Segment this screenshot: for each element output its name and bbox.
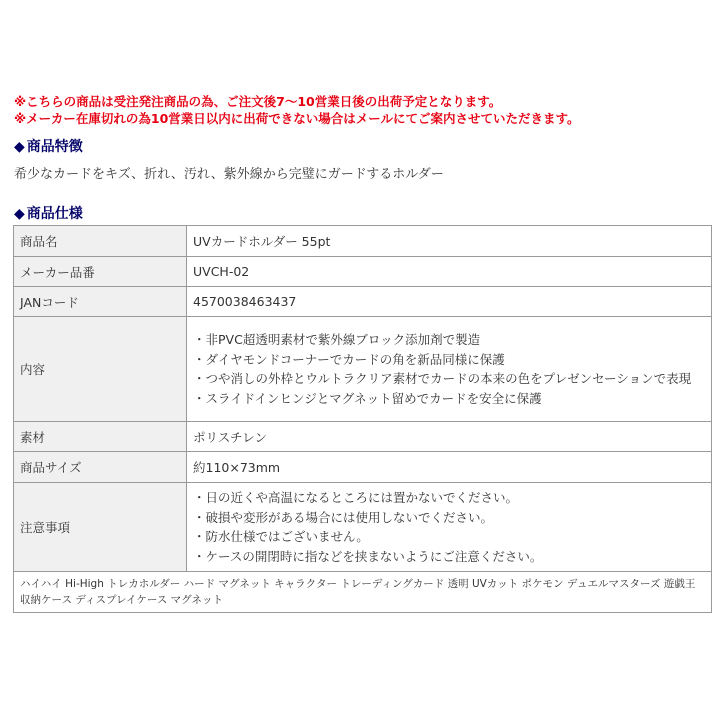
spec-label: 商品名 (14, 226, 187, 257)
order-notice: ※こちらの商品は受注発注商品の為、ご注文後7～10営業日後の出荷予定となります。 (14, 94, 502, 109)
table-row (14, 226, 712, 257)
keywords-cell: ハイハイ Hi-High トレカホルダー ハード マグネット キャラクター トレーディングカード 透明 UVカット ポケモン デュエルマスターズ 遊戯王 収納ケース ディスプレイケース マグネット (14, 572, 712, 613)
spec-value: ポリスチレン (187, 422, 712, 452)
spec-label: 注意事項 (14, 483, 187, 572)
table-row (14, 452, 712, 483)
table-row (14, 287, 712, 317)
spec-label: メーカー品番 (14, 257, 187, 287)
spec-value: UVCH-02 (187, 257, 712, 287)
diamond-icon: ◆ (14, 206, 25, 222)
stock-notice: ※メーカー在庫切れの為10営業日以内に出荷できない場合はメールにてご案内させていただきます。 (14, 111, 580, 126)
features-description: 希少なカードをキズ、折れ、汚れ、紫外線から完璧にガードするホルダー (14, 167, 444, 182)
caution-line: ・防水仕様ではございません。 (193, 529, 369, 544)
content-line: ・スライドインヒンジとマグネット留めでカードを安全に保護 (193, 390, 542, 406)
table-row (14, 257, 712, 287)
features-heading (14, 138, 83, 156)
spec-value: 約110×73mm (187, 452, 712, 483)
caution-line: ・ケースの開閉時に指などを挟まないようにご注意ください。 (193, 548, 543, 564)
specs-heading (14, 205, 83, 223)
spec-label: 内容 (14, 317, 187, 422)
spec-value (187, 317, 712, 422)
spec-value: UVカードホルダー 55pt (187, 226, 712, 257)
notice-block (14, 93, 714, 127)
spec-label: 商品サイズ (14, 452, 187, 483)
caution-line: ・破損や変形がある場合には使用しないでください。 (193, 509, 494, 525)
spec-value: 4570038463437 (187, 287, 712, 317)
diamond-icon: ◆ (14, 139, 25, 155)
spec-label: JANコード (14, 287, 187, 317)
spec-value (187, 483, 712, 572)
caution-line: ・日の近くや高温になるところには置かないでください。 (193, 490, 519, 505)
spec-table (13, 225, 712, 613)
specs-heading-text: 商品仕様 (26, 206, 83, 222)
spec-label: 素材 (14, 422, 187, 452)
content-line: ・非PVC超透明素材で紫外線ブロック添加剤で製造 (193, 332, 481, 347)
content-line: ・ダイヤモンドコーナーでカードの角を新品同様に保護 (193, 351, 505, 367)
table-row (14, 483, 712, 572)
table-row (14, 317, 712, 422)
content-line: ・つや消しの外枠とウルトラクリア素材でカードの本来の色をプレゼンセーションで表現 (193, 371, 692, 386)
table-row (14, 422, 712, 452)
table-row (14, 572, 712, 613)
features-heading-text: 商品特徴 (26, 139, 83, 155)
